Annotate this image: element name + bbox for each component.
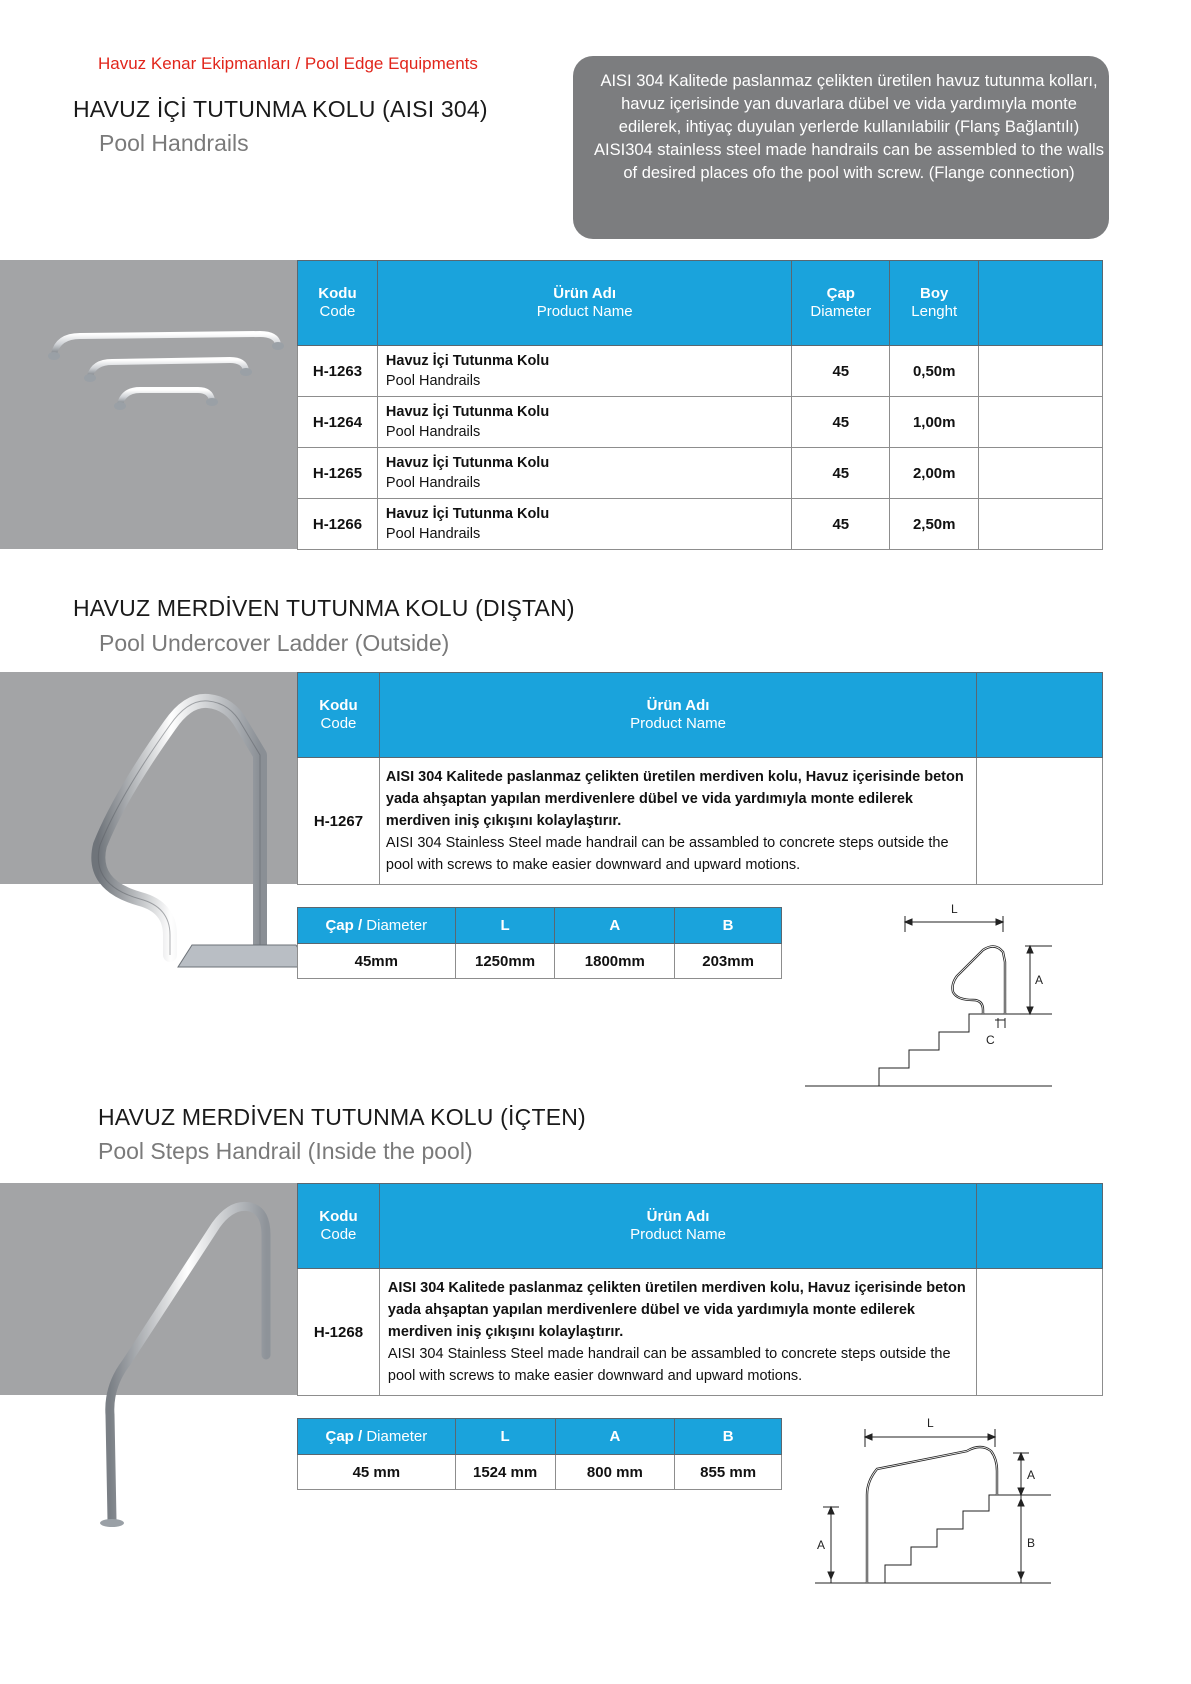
category-title: Havuz Kenar Ekipmanları / Pool Edge Equipments (98, 54, 478, 73)
section1-title: HAVUZ İÇİ TUTUNMA KOLU (AISI 304) (73, 96, 488, 122)
diagram-label-l: L (951, 902, 958, 916)
header-blank (977, 673, 1103, 758)
table-row: H-1263 Havuz İçi Tutunma Kolu Pool Handrails 45 0,50m (298, 346, 1103, 397)
header-product-name: Ürün Adı Product Name (379, 673, 976, 758)
header-product-name: Ürün Adı Product Name (379, 1184, 976, 1269)
diagram-label-c: C (986, 1033, 995, 1047)
table-row: 45 mm 1524 mm 800 mm 855 mm (298, 1455, 782, 1490)
section2-title: HAVUZ MERDİVEN TUTUNMA KOLU (DIŞTAN) (73, 595, 575, 621)
header-code: Kodu Code (298, 673, 380, 758)
header-diameter: Çap Diameter (792, 261, 890, 346)
header-l: L (455, 908, 555, 944)
diagram-label-b: B (1027, 1536, 1036, 1550)
header-blank (977, 1184, 1103, 1269)
header-b: B (675, 908, 782, 944)
header-code: Kodu Code (298, 261, 378, 346)
table-row: 45mm 1250mm 1800mm 203mm (298, 944, 782, 979)
handrails-table (297, 260, 1103, 550)
outside-ladder-diagram (805, 900, 1065, 1090)
header-diameter: Çap / Diameter (298, 1419, 456, 1455)
inside-steps-diagram (815, 1415, 1065, 1590)
section1-subtitle: Pool Handrails (99, 130, 249, 156)
table-row: H-1264 Havuz İçi Tutunma Kolu Pool Handrails 45 1,00m (298, 397, 1103, 448)
section3-subtitle: Pool Steps Handrail (Inside the pool) (98, 1138, 473, 1164)
inside-dimensions-table (297, 1418, 782, 1490)
header-a: A (555, 908, 675, 944)
outside-ladder-table (297, 672, 1103, 885)
table-row: H-1265 Havuz İçi Tutunma Kolu Pool Handrails 45 2,00m (298, 448, 1103, 499)
diagram-label-a-top: A (1027, 1468, 1036, 1482)
header-a: A (555, 1419, 675, 1455)
diagram-label-a-left: A (817, 1538, 826, 1552)
table-row: H-1267 AISI 304 Kalitede paslanmaz çelikten üretilen merdiven kolu, Havuz içerisinde beton yada ahşaptan yapılan merdivenlere dübel ve vida yardımıyla monte edilerek merdiven iniş çıkışını kolaylaştırır. AISI 304 Stainless Steel made handrail can be assambled to concrete steps outside the pool with screws to make easier downward and upward motions. (298, 758, 1103, 885)
header-b: B (675, 1419, 782, 1455)
table-row: H-1266 Havuz İçi Tutunma Kolu Pool Handrails 45 2,50m (298, 499, 1103, 550)
header-length: Boy Lenght (890, 261, 979, 346)
info-note: AISI 304 Kalitede paslanmaz çelikten üretilen havuz tutunma kolları, havuz içerisinde yan duvarlara dübel ve vida yardımıyla monte edilerek, ihtiyaç duyulan yerlerde kullanılabilir (Flanş Bağlantılı) AISI304 stainless steel made handrails can be assembled to the walls of desired places ofo the pool with screw. (Flange connection) (573, 56, 1109, 239)
section3-title: HAVUZ MERDİVEN TUTUNMA KOLU (İÇTEN) (98, 1104, 586, 1130)
outside-ladder-handrail-image (60, 685, 300, 975)
table-row: H-1268 AISI 304 Kalitede paslanmaz çelikten üretilen merdiven kolu, Havuz içerisinde beton yada ahşaptan yapılan merdivenlere dübel ve vida yardımıyla monte edilerek merdiven iniş çıkışını kolaylaştırır. AISI 304 Stainless Steel made handrail can be assambled to concrete steps outside the pool with screws to make easier downward and upward motions. (298, 1269, 1103, 1396)
inside-steps-handrail-image (90, 1195, 300, 1535)
inside-steps-table (297, 1183, 1103, 1396)
header-code: Kodu Code (298, 1184, 380, 1269)
diagram-label-a: A (1035, 973, 1044, 987)
diagram-label-l: L (927, 1416, 934, 1430)
outside-dimensions-table (297, 907, 782, 979)
pool-handrails-image (40, 320, 300, 420)
header-diameter: Çap / Diameter (298, 908, 456, 944)
section2-subtitle: Pool Undercover Ladder (Outside) (99, 630, 450, 656)
header-product-name: Ürün Adı Product Name (377, 261, 791, 346)
header-blank (979, 261, 1103, 346)
header-l: L (455, 1419, 555, 1455)
